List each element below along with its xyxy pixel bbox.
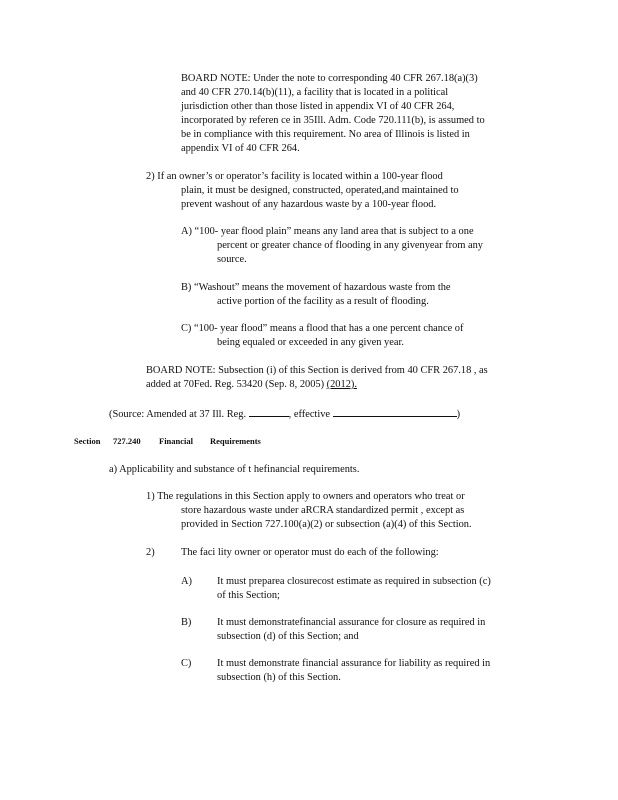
text-line: B) “Washout” means the movement of hazardous waste from the — [181, 282, 451, 293]
item-2-text: The faci lity owner or operator must do each of the following: — [181, 547, 439, 558]
text-line: incorporated by referen ce in 35Ill. Adm. Code 720.111(b), is assumed to — [181, 115, 485, 126]
text-line: 2) If an owner’s or operator’s facility is located within a 100-year flood — [146, 171, 443, 182]
text-line: being equaled or exceeded in any given year. — [217, 337, 404, 348]
text-line: appendix VI of 40 CFR 264. — [181, 143, 300, 154]
section-title-word-1: Financial — [159, 436, 194, 446]
citation-text: added at 70Fed. Reg. 53420 (Sep. 8, 2005) — [146, 379, 327, 390]
text-line: be in compliance with this requirement. No area of Illinois is listed in — [181, 129, 470, 140]
text-line: A) “100- year flood plain” means any land area that is subject to a one — [181, 226, 474, 237]
source-line — [109, 406, 460, 422]
text-line: prevent washout of any hazardous waste by a 100-year flood. — [181, 199, 437, 210]
definition-b — [181, 281, 451, 309]
effective-label: , effective — [288, 409, 333, 420]
subsection-a-heading: a) Applicability and substance of t hefinancial requirements. — [109, 464, 360, 475]
text-line: provided in Section 727.100(a)(2) or subsection (a)(4) of this Section. — [181, 519, 472, 530]
source-close: ) — [456, 409, 461, 420]
section-number: 727.240 — [113, 436, 141, 446]
text-line: active portion of the facility as a result of flooding. — [217, 296, 429, 307]
text-line: subsection (d) of this Section; and — [217, 631, 359, 642]
text-line: store hazardous waste under aRCRA standardized permit , except as — [181, 505, 465, 516]
text-line: BOARD NOTE: Under the note to corresponding 40 CFR 267.18(a)(3) — [181, 73, 478, 84]
amendment-year: (2012). — [326, 379, 357, 390]
text-line: 1) The regulations in this Section apply to owners and operators who treat or — [146, 491, 465, 502]
register-page-blank — [249, 406, 289, 417]
item-2-c-text — [217, 657, 490, 685]
section-label: Section — [74, 436, 101, 446]
text-line: BOARD NOTE: Subsection (i) of this Section is derived from 40 CFR 267.18 , as — [146, 365, 488, 376]
item-2-flood-plain — [146, 170, 459, 212]
text-line: source. — [217, 254, 247, 265]
item-2-label: 2) — [146, 547, 155, 558]
board-note-1 — [181, 72, 485, 156]
text-line: It must demonstratefinancial assurance for closure as required in — [217, 617, 486, 628]
item-2-b-text — [217, 616, 485, 644]
text-line: C) “100- year flood” means a flood that has a one percent chance of — [181, 323, 464, 334]
section-title-word-2: Requirements — [210, 436, 261, 446]
item-1 — [146, 490, 472, 532]
board-note-2 — [146, 364, 488, 392]
text-line: of this Section; — [217, 590, 280, 601]
item-2-a-text — [217, 575, 491, 603]
text-line: It must demonstrate financial assurance for liability as required in — [217, 658, 491, 669]
text-line: and 40 CFR 270.14(b)(11), a facility that is located in a political — [181, 87, 449, 98]
effective-date-blank — [333, 406, 457, 417]
text-line: jurisdiction other than those listed in appendix VI of 40 CFR 264, — [181, 101, 455, 112]
item-2-c-label: C) — [181, 658, 192, 669]
definition-c — [181, 322, 463, 350]
item-2-a-label: A) — [181, 576, 192, 587]
text-line — [146, 378, 488, 392]
text-line: percent or greater chance of flooding in any givenyear from any — [217, 240, 483, 251]
item-2-b-label: B) — [181, 617, 192, 628]
text-line: subsection (h) of this Section. — [217, 672, 341, 683]
definition-a — [181, 225, 483, 267]
text-line: plain, it must be designed, constructed, operated,and maintained to — [181, 185, 459, 196]
source-prefix: (Source: Amended at 37 Ill. Reg. — [109, 409, 249, 420]
text-line: It must preparea closurecost estimate as required in subsection (c) — [217, 576, 491, 587]
